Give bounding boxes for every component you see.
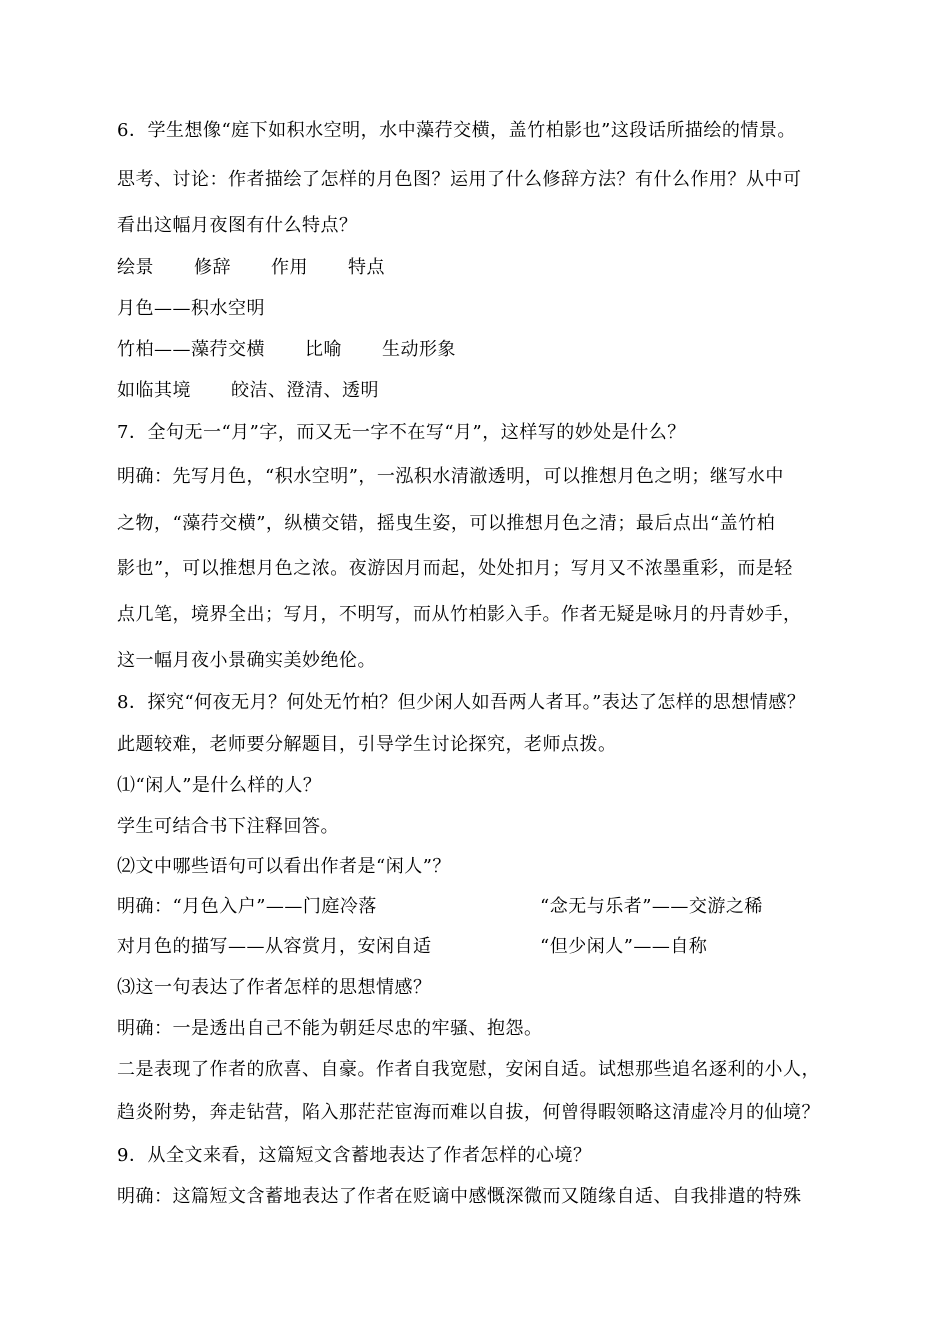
q8-sub-3-answer-1: 明确：一是透出自己不能为朝廷尽忠的牢骚、抱怨。 bbox=[117, 1018, 543, 1039]
q7-line-4: 影也”，可以推想月色之浓。夜游因月而起，处处扣月；写月又不浓墨重彩，而是轻 bbox=[117, 558, 793, 579]
table-row-1: 月色——积水空明 bbox=[117, 298, 265, 319]
q8-sub-1-answer: 学生可结合书下注释回答。 bbox=[117, 816, 339, 837]
row3-feature: 皎洁、澄清、透明 bbox=[231, 380, 379, 401]
header-feature: 特点 bbox=[348, 257, 385, 278]
q7-line-5: 点几笔，境界全出；写月，不明写，而从竹柏影入手。作者无疑是咏月的丹青妙手， bbox=[117, 604, 802, 625]
q6-line-2: 思考、讨论：作者描绘了怎样的月色图？运用了什么修辞方法？有什么作用？从中可 bbox=[117, 169, 802, 190]
row2-scene: 竹柏——藻荇交横 bbox=[117, 339, 265, 360]
row2-rhetoric: 比喻 bbox=[305, 339, 342, 360]
q8-sub-2-answer-1: 明确：“月色入户”——门庭冷落 bbox=[117, 896, 377, 917]
q8-sub-3: ⑶这一句表达了作者怎样的思想情感？ bbox=[117, 977, 432, 998]
q8-sub-1: ⑴“闲人”是什么样的人？ bbox=[117, 775, 322, 796]
q9-line-2: 明确：这篇短文含蓄地表达了作者在贬谪中感慨深微而又随缘自适、自我排遣的特殊 bbox=[117, 1186, 802, 1207]
q8-sub-3-answer-2: 二是表现了作者的欣喜、自豪。作者自我宽慰，安闲自适。试想那些追名逐利的小人， bbox=[117, 1059, 820, 1080]
q8-sub-3-answer-3: 趋炎附势，奔走钻营，陷入那茫茫宦海而难以自拔，何曾得暇领略这清虚冷月的仙境？ bbox=[117, 1102, 820, 1123]
row2-effect: 生动形象 bbox=[382, 339, 456, 360]
table-row-2 bbox=[117, 338, 456, 362]
q7-line-2: 明确：先写月色，“积水空明”，一泓积水清澈透明，可以推想月色之明；继写水中 bbox=[117, 466, 784, 487]
q6-line-3: 看出这幅月夜图有什么特点？ bbox=[117, 215, 358, 236]
row3-effect: 如临其境 bbox=[117, 380, 191, 401]
header-rhetoric: 修辞 bbox=[194, 257, 231, 278]
table-row-3 bbox=[117, 379, 379, 403]
q7-line-3: 之物，“藻荇交横”，纵横交错，摇曳生姿，可以推想月色之清；最后点出“盖竹柏 bbox=[117, 513, 776, 534]
q9-line-1: 9．从全文来看，这篇短文含蓄地表达了作者怎样的心境？ bbox=[117, 1145, 592, 1166]
header-scene: 绘景 bbox=[117, 257, 154, 278]
q8-sub-2: ⑵文中哪些语句可以看出作者是“闲人”？ bbox=[117, 856, 451, 877]
q8-line-2: 此题较难，老师要分解题目，引导学生讨论探究，老师点拨。 bbox=[117, 734, 617, 755]
q7-line-6: 这一幅月夜小景确实美妙绝伦。 bbox=[117, 650, 376, 671]
q8-sub-2-answer-2: “念无与乐者”——交游之稀 bbox=[540, 896, 763, 917]
table-header-row bbox=[117, 256, 385, 280]
q8-sub-2-answer-3: 对月色的描写——从容赏月，安闲自适 bbox=[117, 936, 432, 957]
header-effect: 作用 bbox=[271, 257, 308, 278]
q8-line-1: 8．探究“何夜无月？何处无竹柏？但少闲人如吾两人者耳。”表达了怎样的思想情感？ bbox=[117, 692, 806, 713]
q8-sub-2-answer-4: “但少闲人”——自称 bbox=[540, 936, 708, 957]
q6-line-1: 6．学生想像“庭下如积水空明，水中藻荇交横，盖竹柏影也”这段话所描绘的情景。 bbox=[117, 120, 796, 141]
q7-line-1: 7．全句无一“月”字，而又无一字不在写“月”，这样写的妙处是什么？ bbox=[117, 422, 686, 443]
